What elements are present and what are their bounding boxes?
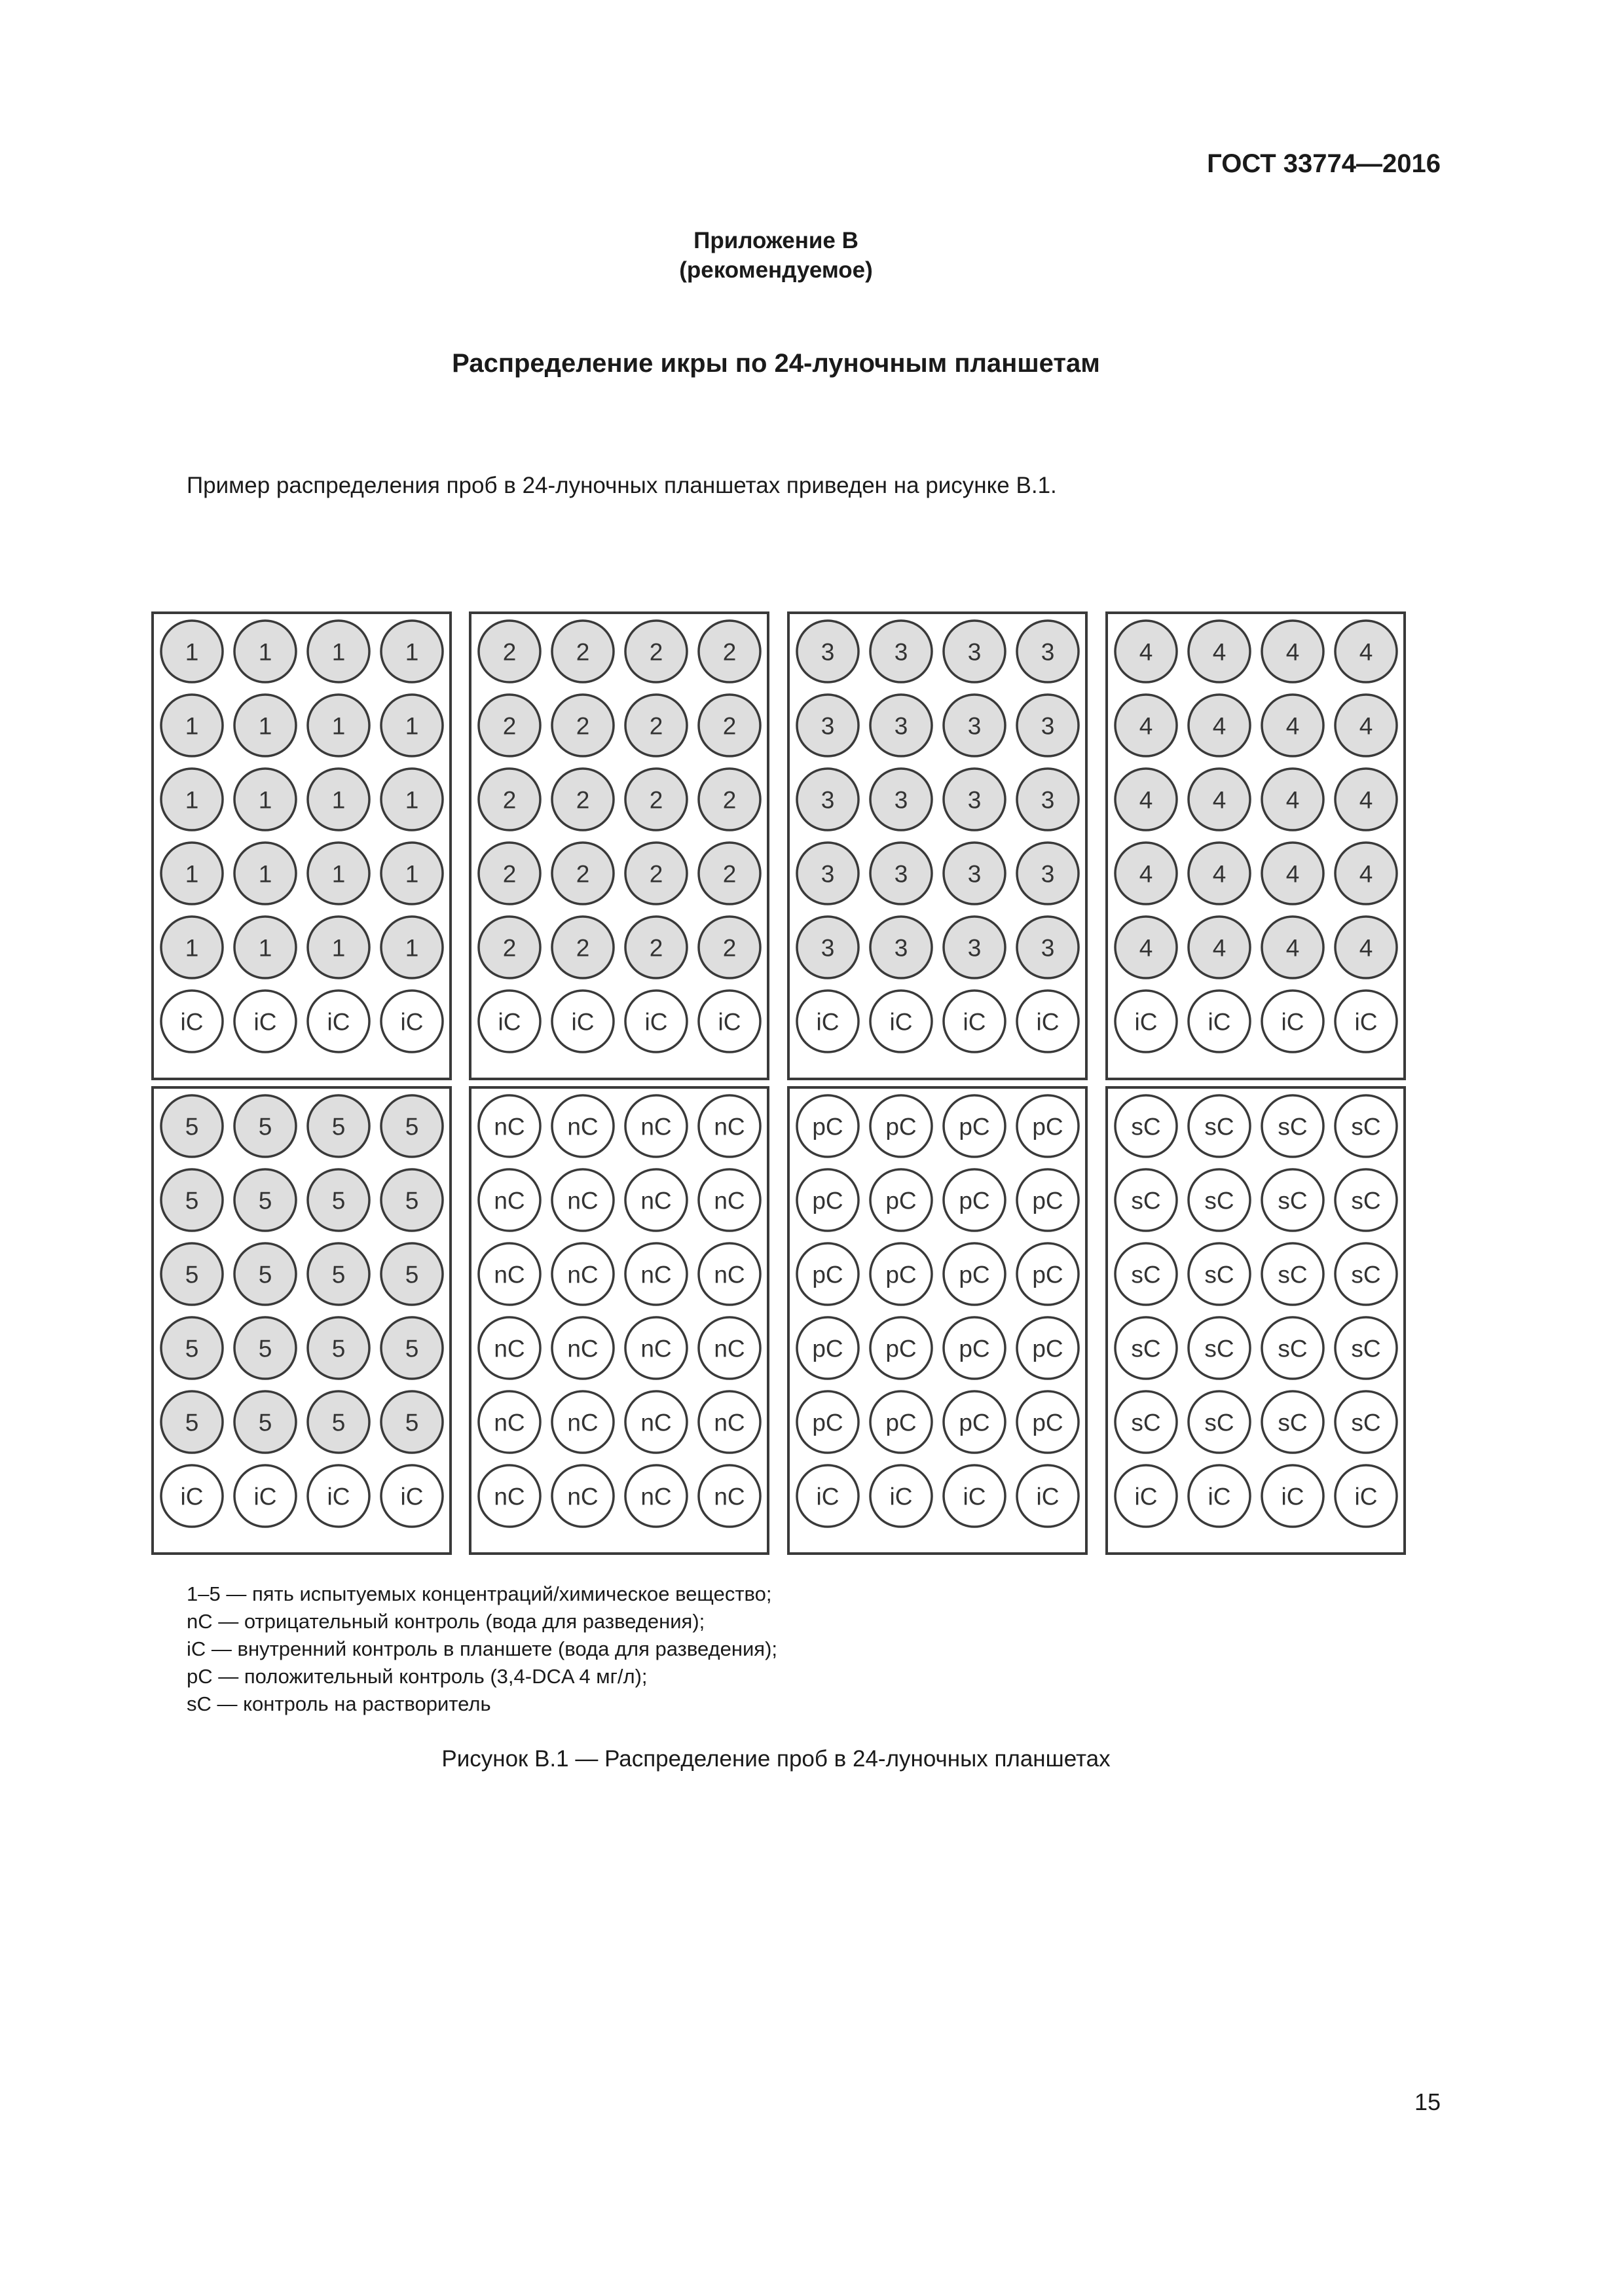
well-label: 3 — [1041, 860, 1055, 888]
well-label: pC — [1032, 1409, 1063, 1436]
well-label: nC — [567, 1335, 599, 1362]
well-label: nC — [714, 1261, 745, 1288]
intro-paragraph: Пример распределения проб в 24-луночных планшетах приведен на рисунке В.1. — [187, 473, 1057, 498]
well-label: 4 — [1285, 860, 1300, 888]
legend-item: iC — внутренний контроль в планшете (вода для разведения); — [187, 1637, 778, 1660]
well-label: 1 — [331, 860, 346, 888]
well-label: sC — [1204, 1113, 1234, 1140]
well-label: pC — [959, 1113, 990, 1140]
well-label: nC — [494, 1335, 525, 1362]
well-label: 1 — [331, 712, 346, 740]
well-label: pC — [812, 1261, 843, 1288]
well-label: 1 — [405, 786, 419, 814]
well-label: 1 — [405, 712, 419, 740]
well-label: sC — [1204, 1187, 1234, 1214]
well-label: pC — [885, 1187, 917, 1214]
well-label: 3 — [894, 860, 908, 888]
plate-2 — [470, 613, 768, 1079]
well-label: iC — [1354, 1008, 1378, 1036]
well-label: nC — [494, 1261, 525, 1288]
well-label: 4 — [1285, 786, 1300, 814]
well-label: 1 — [185, 934, 199, 962]
well-label: 1 — [185, 712, 199, 740]
well-label: 4 — [1212, 786, 1227, 814]
well-label: sC — [1131, 1113, 1161, 1140]
well-label: 4 — [1359, 934, 1373, 962]
well-label: iC — [816, 1483, 840, 1510]
plate-5 — [153, 1087, 451, 1554]
well-label: iC — [571, 1008, 595, 1036]
well-label: 3 — [967, 786, 982, 814]
well-label: 2 — [649, 786, 663, 814]
well-label: 3 — [821, 712, 835, 740]
well-label: 2 — [722, 934, 737, 962]
section-title: Распределение икры по 24-луночным планшетам — [452, 349, 1100, 378]
well-label: 5 — [185, 1113, 199, 1140]
plate-pC — [788, 1087, 1086, 1554]
well-label: iC — [1134, 1483, 1158, 1510]
well-label: pC — [1032, 1261, 1063, 1288]
well-label: 2 — [722, 638, 737, 666]
well-label: iC — [253, 1008, 277, 1036]
well-label: 4 — [1359, 860, 1373, 888]
well-label: sC — [1278, 1113, 1308, 1140]
well-label: pC — [812, 1187, 843, 1214]
plate-1 — [153, 613, 451, 1079]
well-label: 4 — [1359, 712, 1373, 740]
plate-3 — [788, 613, 1086, 1079]
well-label: iC — [1134, 1008, 1158, 1036]
well-label: 1 — [331, 786, 346, 814]
well-label: sC — [1351, 1187, 1381, 1214]
well-label: pC — [1032, 1113, 1063, 1140]
well-label: 5 — [258, 1187, 272, 1214]
well-label: 1 — [185, 860, 199, 888]
well-label: pC — [959, 1335, 990, 1362]
well-label: nC — [567, 1409, 599, 1436]
well-label: sC — [1351, 1113, 1381, 1140]
well-label: 5 — [405, 1335, 419, 1362]
well-label: nC — [567, 1187, 599, 1214]
well-label: nC — [640, 1483, 672, 1510]
well-label: 5 — [258, 1409, 272, 1436]
well-label: 2 — [502, 712, 517, 740]
well-label: 4 — [1139, 712, 1153, 740]
well-label: pC — [959, 1261, 990, 1288]
well-label: sC — [1204, 1261, 1234, 1288]
well-label: 5 — [185, 1335, 199, 1362]
well-label: pC — [812, 1409, 843, 1436]
well-label: 2 — [502, 786, 517, 814]
well-label: iC — [889, 1483, 913, 1510]
well-label: pC — [812, 1113, 843, 1140]
well-label: 4 — [1139, 786, 1153, 814]
well-label: pC — [885, 1409, 917, 1436]
well-label: iC — [253, 1483, 277, 1510]
well-label: 4 — [1139, 638, 1153, 666]
well-label: 1 — [331, 638, 346, 666]
well-label: 3 — [1041, 934, 1055, 962]
well-label: nC — [714, 1335, 745, 1362]
well-label: 1 — [331, 934, 346, 962]
well-label: 1 — [185, 638, 199, 666]
well-label: sC — [1351, 1261, 1381, 1288]
well-label: 1 — [258, 712, 272, 740]
well-label: iC — [889, 1008, 913, 1036]
well-label: sC — [1131, 1261, 1161, 1288]
well-label: iC — [816, 1008, 840, 1036]
figure-caption: Рисунок В.1 — Распределение проб в 24-луночных планшетах — [441, 1746, 1111, 1772]
well-label: 3 — [1041, 786, 1055, 814]
well-label: nC — [640, 1261, 672, 1288]
well-label: 4 — [1285, 638, 1300, 666]
plate-sC — [1107, 1087, 1405, 1554]
well-label: sC — [1278, 1335, 1308, 1362]
well-label: nC — [567, 1113, 599, 1140]
well-label: 5 — [405, 1409, 419, 1436]
well-label: 3 — [1041, 638, 1055, 666]
annex-title: Приложение В — [693, 228, 858, 253]
legend-item: sC — контроль на растворитель — [187, 1692, 491, 1715]
well-label: sC — [1204, 1409, 1234, 1436]
well-label: 2 — [576, 786, 590, 814]
well-label: iC — [498, 1008, 521, 1036]
well-label: 4 — [1212, 712, 1227, 740]
well-label: 1 — [405, 638, 419, 666]
well-label: nC — [714, 1409, 745, 1436]
well-label: 4 — [1139, 860, 1153, 888]
well-label: 4 — [1359, 786, 1373, 814]
well-label: pC — [885, 1335, 917, 1362]
well-label: 4 — [1285, 712, 1300, 740]
legend-item: pC — положительный контроль (3,4-DCA 4 мг/л); — [187, 1665, 648, 1688]
well-label: nC — [714, 1187, 745, 1214]
well-label: iC — [327, 1008, 350, 1036]
well-label: sC — [1351, 1335, 1381, 1362]
plate-4 — [1107, 613, 1405, 1079]
well-label: 2 — [722, 712, 737, 740]
well-label: iC — [1208, 1483, 1231, 1510]
well-label: 1 — [258, 860, 272, 888]
well-label: 4 — [1285, 934, 1300, 962]
well-label: 3 — [967, 934, 982, 962]
well-label: nC — [494, 1483, 525, 1510]
well-label: nC — [494, 1113, 525, 1140]
well-label: sC — [1131, 1409, 1161, 1436]
well-label: iC — [1208, 1008, 1231, 1036]
well-label: 3 — [967, 712, 982, 740]
well-label: 1 — [258, 786, 272, 814]
well-label: sC — [1278, 1187, 1308, 1214]
well-label: sC — [1278, 1261, 1308, 1288]
well-label: 2 — [576, 638, 590, 666]
well-label: iC — [400, 1008, 424, 1036]
well-label: 2 — [576, 934, 590, 962]
well-label: 5 — [331, 1187, 346, 1214]
well-label: 2 — [576, 712, 590, 740]
well-label: nC — [640, 1187, 672, 1214]
well-label: sC — [1204, 1335, 1234, 1362]
well-label: iC — [718, 1008, 741, 1036]
well-label: nC — [640, 1409, 672, 1436]
well-label: 3 — [821, 934, 835, 962]
well-label: iC — [963, 1008, 986, 1036]
well-label: 2 — [502, 638, 517, 666]
well-label: 5 — [258, 1335, 272, 1362]
well-label: 4 — [1139, 934, 1153, 962]
well-label: 2 — [502, 934, 517, 962]
well-label: 3 — [894, 786, 908, 814]
well-label: 5 — [258, 1261, 272, 1288]
well-label: 2 — [649, 638, 663, 666]
well-label: nC — [714, 1483, 745, 1510]
well-label: pC — [885, 1261, 917, 1288]
well-label: 5 — [405, 1261, 419, 1288]
well-label: 5 — [185, 1187, 199, 1214]
legend-item: 1–5 — пять испытуемых концентраций/химическое вещество; — [187, 1582, 772, 1605]
well-label: nC — [494, 1409, 525, 1436]
well-label: 3 — [967, 860, 982, 888]
well-label: 5 — [185, 1409, 199, 1436]
well-label: iC — [644, 1008, 668, 1036]
well-label: nC — [567, 1261, 599, 1288]
well-label: 1 — [258, 638, 272, 666]
well-label: 1 — [405, 934, 419, 962]
well-label: sC — [1351, 1409, 1381, 1436]
well-label: 3 — [821, 786, 835, 814]
well-label: 4 — [1212, 934, 1227, 962]
well-label: nC — [567, 1483, 599, 1510]
well-label: pC — [959, 1187, 990, 1214]
well-label: nC — [714, 1113, 745, 1140]
well-label: 5 — [405, 1187, 419, 1214]
well-label: pC — [1032, 1187, 1063, 1214]
document-code: ГОСТ 33774—2016 — [1207, 149, 1441, 178]
well-label: sC — [1131, 1187, 1161, 1214]
well-label: 3 — [967, 638, 982, 666]
figure-legend — [187, 1580, 777, 1718]
well-label: sC — [1278, 1409, 1308, 1436]
well-label: 3 — [821, 860, 835, 888]
well-label: iC — [1354, 1483, 1378, 1510]
well-label: iC — [400, 1483, 424, 1510]
well-label: iC — [963, 1483, 986, 1510]
well-label: 5 — [331, 1409, 346, 1436]
well-label: 2 — [649, 712, 663, 740]
well-label: 3 — [894, 712, 908, 740]
well-label: 3 — [821, 638, 835, 666]
plate-nC — [470, 1087, 768, 1554]
well-label: iC — [1036, 1483, 1060, 1510]
well-label: 2 — [722, 860, 737, 888]
well-label: 5 — [405, 1113, 419, 1140]
well-label: iC — [1281, 1008, 1304, 1036]
well-label: pC — [885, 1113, 917, 1140]
well-label: 5 — [331, 1335, 346, 1362]
well-label: 3 — [1041, 712, 1055, 740]
well-label: nC — [640, 1113, 672, 1140]
well-label: 2 — [722, 786, 737, 814]
well-label: pC — [812, 1335, 843, 1362]
well-label: 5 — [185, 1261, 199, 1288]
well-label: 1 — [185, 786, 199, 814]
well-label: 1 — [405, 860, 419, 888]
page-number: 15 — [1414, 2088, 1441, 2115]
well-label: iC — [1036, 1008, 1060, 1036]
well-label: 5 — [258, 1113, 272, 1140]
well-label: 2 — [502, 860, 517, 888]
well-label: iC — [180, 1008, 204, 1036]
well-label: iC — [327, 1483, 350, 1510]
annex-status: (рекомендуемое) — [679, 257, 873, 283]
well-label: nC — [494, 1187, 525, 1214]
well-label: 4 — [1359, 638, 1373, 666]
well-label: iC — [1281, 1483, 1304, 1510]
well-label: 2 — [649, 860, 663, 888]
well-label: 3 — [894, 638, 908, 666]
well-label: 4 — [1212, 860, 1227, 888]
well-label: 2 — [576, 860, 590, 888]
well-label: iC — [180, 1483, 204, 1510]
well-label: pC — [1032, 1335, 1063, 1362]
well-label: 5 — [331, 1113, 346, 1140]
well-label: 2 — [649, 934, 663, 962]
well-label: 4 — [1212, 638, 1227, 666]
well-label: 1 — [258, 934, 272, 962]
legend-item: nC — отрицательный контроль (вода для разведения); — [187, 1610, 705, 1633]
well-label: sC — [1131, 1335, 1161, 1362]
well-label: nC — [640, 1335, 672, 1362]
well-label: pC — [959, 1409, 990, 1436]
well-label: 5 — [331, 1261, 346, 1288]
well-label: 3 — [894, 934, 908, 962]
